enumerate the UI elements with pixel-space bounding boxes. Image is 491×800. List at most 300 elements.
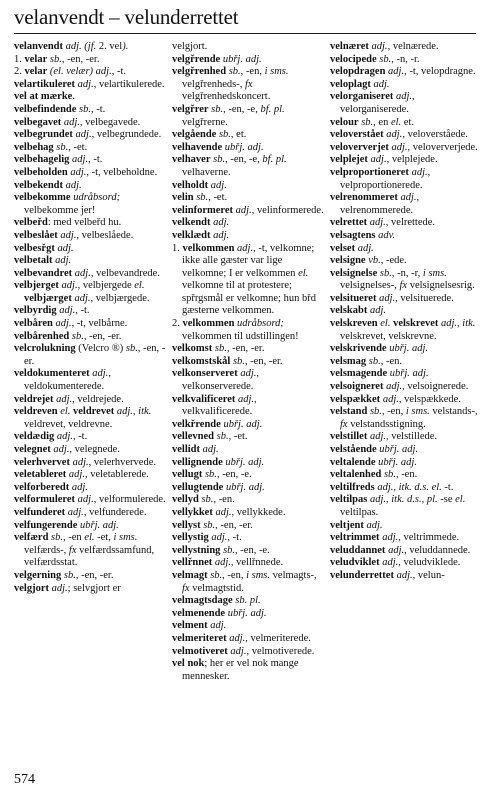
dictionary-entry: [14, 394, 166, 407]
grammar-note: adj.: [393, 569, 413, 581]
definition-text: , en: [373, 116, 391, 128]
grammar-note: adj.: [89, 368, 109, 380]
headword: veldædig: [14, 431, 55, 443]
grammar-note: ubřj. adj.: [222, 141, 264, 153]
headword: velskreven: [330, 318, 378, 330]
headword: velfungerende: [14, 519, 78, 531]
definition-text: , -en,: [222, 569, 247, 581]
dictionary-entry: [330, 520, 482, 533]
dictionary-entry: [330, 444, 482, 457]
grammar-note: sb.: [377, 267, 392, 279]
grammar-note: sb.: [230, 355, 245, 367]
grammar-note: ).: [122, 41, 129, 52]
grammar-note: adj.: [379, 532, 399, 544]
headword: velset: [330, 242, 356, 254]
dictionary-entry: [14, 457, 166, 470]
grammar-note: adj.: [367, 217, 386, 229]
headword: velrettet: [330, 217, 368, 229]
grammar-note: adj.: [212, 506, 232, 518]
grammar-note: ubřj. adj.: [223, 481, 265, 493]
headword: velocipede: [330, 53, 377, 65]
headword: velbekendt: [14, 179, 64, 191]
definition-text: , velstillede.: [386, 431, 438, 443]
grammar-note: fx: [244, 78, 253, 90]
grammar-note: adj.: [48, 582, 68, 594]
headword: velcrolukning: [14, 343, 76, 355]
dictionary-entry: [172, 532, 324, 545]
headword: veltalenhed: [330, 469, 382, 481]
dictionary-entry: [172, 545, 324, 558]
headword: vellystning: [172, 544, 221, 556]
headword: veltrimmet: [330, 532, 380, 544]
headword: velnæret: [330, 41, 369, 52]
dictionary-entry: [330, 117, 482, 130]
dictionary-entry: [14, 129, 166, 142]
grammar-note: bf. pl.: [260, 103, 285, 115]
headword: vellyst: [172, 519, 201, 531]
definition-text: , -en.: [380, 355, 403, 367]
dictionary-entry: [330, 154, 482, 167]
grammar-note: ubřj. adj.: [375, 456, 417, 468]
dictionary-entry: [172, 217, 324, 230]
definition-text: 2.: [14, 66, 25, 78]
grammar-note: adj.: [235, 393, 255, 405]
headword: velgående: [172, 129, 217, 141]
headword: velholdt: [172, 179, 209, 191]
definition-text: velsignelsesrig.: [407, 280, 475, 292]
grammar-note: ubřj. adj.: [225, 607, 267, 619]
definition-text: , -en, -er.: [83, 330, 122, 342]
headword: velinformeret: [172, 204, 234, 216]
dictionary-entry: [330, 469, 482, 482]
dictionary-entry: [330, 557, 482, 570]
definition-text: , velbjergede: [77, 280, 135, 292]
definition-text: , velinformerede.: [251, 204, 324, 216]
dictionary-entry: [330, 54, 482, 67]
definition-text: , -n, -r,: [391, 267, 423, 279]
grammar-note: sb.: [210, 154, 226, 166]
dictionary-entry: [330, 394, 482, 407]
grammar-note: el.: [134, 280, 145, 292]
dictionary-entry: [330, 79, 482, 92]
grammar-note: adj.: [52, 318, 72, 330]
definition-text: , -en.: [213, 494, 235, 506]
definition-text: , veluddannede.: [404, 544, 471, 556]
definition-text: .: [72, 91, 75, 103]
grammar-note: ubřj. adj.: [386, 343, 429, 355]
headword: velfunderet: [14, 506, 66, 518]
headword: velgřrende: [172, 53, 221, 65]
grammar-note: adj.: [57, 229, 77, 241]
grammar-note: el.: [298, 267, 309, 279]
dictionary-entry: [330, 356, 482, 369]
definition-text: , -et.: [208, 192, 228, 204]
grammar-note: adj.: [61, 116, 80, 128]
headword: velbjerget: [14, 280, 59, 292]
header-rule: [14, 33, 476, 34]
definition-text: , et.: [230, 129, 247, 141]
grammar-note: sb.: [198, 494, 214, 506]
grammar-note: sb.: [48, 532, 64, 544]
definition-text: , velfunderede.: [83, 506, 147, 518]
definition-text: 1.: [172, 242, 183, 254]
definition-text: velgřrerne.: [182, 116, 228, 128]
definition-text: , velun-: [412, 569, 445, 581]
definition-text: veldrevet, veldrevne.: [24, 418, 113, 430]
grammar-note: sb.: [76, 103, 92, 115]
headword: velbegrundet: [14, 129, 73, 141]
dictionary-entry: [330, 293, 482, 306]
dictionary-entry: [14, 180, 166, 193]
grammar-note: adj.: [367, 431, 386, 443]
grammar-note: i sms.: [113, 532, 138, 544]
headword: velskrevet: [393, 318, 439, 330]
headword: velrenommeret: [330, 192, 398, 204]
dictionary-entry: [330, 217, 482, 230]
definition-text: , veletablerede.: [84, 469, 149, 481]
dictionary-entry: [330, 570, 482, 583]
grammar-note: adj.: [67, 166, 87, 178]
definition-text: , -et.: [68, 141, 88, 153]
grammar-note: adj., itk.: [438, 318, 476, 330]
grammar-note: ubřj. adj.: [77, 519, 119, 531]
dictionary-entry: [14, 507, 166, 520]
grammar-note: i sms.: [246, 569, 271, 581]
grammar-note: adj.: [65, 506, 84, 518]
definition-text: 2.: [172, 318, 183, 330]
definition-text: , velformulerede.: [93, 494, 166, 506]
definition-text: velgjort.: [172, 41, 208, 52]
dictionary-entry: [172, 419, 324, 432]
grammar-note: adj., itk. d.s. el.: [374, 481, 442, 493]
grammar-note: adj.: [63, 179, 82, 191]
headword: velment: [172, 620, 208, 632]
grammar-note: ubřj. adj.: [220, 418, 263, 430]
dictionary-entry: [14, 192, 166, 217]
headword: velbjærget: [24, 292, 72, 304]
headword: velmeriteret: [172, 632, 227, 644]
dictionary-entry: [172, 494, 324, 507]
headword: velartikuleret: [14, 78, 76, 90]
definition-text: , -en, -er.: [75, 569, 114, 581]
headword: velanvendt: [14, 41, 64, 52]
headword: veltjent: [330, 519, 364, 531]
grammar-note: adj., itk.: [114, 406, 152, 418]
definition-text: , velartikulerede.: [93, 78, 165, 90]
grammar-note: fx: [399, 280, 408, 292]
headword: veldrejet: [14, 393, 54, 405]
headword: veltilfreds: [330, 481, 375, 493]
dictionary-entry: [14, 79, 166, 92]
dictionary-entry: [14, 167, 166, 180]
grammar-note: ubřj. adj.: [387, 368, 429, 380]
dictionary-entry: [172, 142, 324, 155]
headword: vellykket: [172, 506, 213, 518]
grammar-note: adj.: [385, 544, 405, 556]
grammar-note: adj.: [54, 242, 74, 254]
grammar-note: bf. pl.: [262, 154, 287, 166]
headword: vellřnnet: [172, 557, 213, 569]
definition-text: , velmotiverede.: [246, 645, 315, 657]
grammar-note: adj.: [226, 632, 246, 644]
definition-text: , -t.: [91, 103, 106, 115]
headword: velskabt: [330, 305, 368, 317]
dictionary-entry: [172, 444, 324, 457]
dictionary-entry: [14, 583, 166, 596]
definition-text: , -en, -er.: [215, 519, 253, 531]
definition-text: , veldokumenterede.: [24, 368, 111, 393]
grammar-note: adj.: [383, 129, 403, 141]
grammar-note: adj.: [408, 166, 428, 178]
headword: velmotiveret: [172, 645, 228, 657]
dictionary-entry: [172, 620, 324, 633]
dictionary-entry: [14, 318, 166, 331]
grammar-note: sb.: [376, 53, 392, 65]
grammar-note: adj.: [376, 292, 396, 304]
definition-text: , -en, -er.: [226, 343, 265, 355]
grammar-note: sb.: [61, 569, 76, 581]
grammar-note: adj.: [52, 255, 72, 267]
dictionary-entry: [172, 658, 324, 683]
dictionary-entry: [330, 343, 482, 356]
headword: vellevned: [172, 431, 214, 443]
definition-text: , veldrejede.: [72, 393, 124, 405]
headword: velmagt: [172, 569, 208, 581]
dictionary-entry: [330, 381, 482, 394]
grammar-note: adj.: [66, 469, 85, 481]
grammar-note: sb.: [212, 343, 227, 355]
dictionary-entry: [172, 192, 324, 205]
grammar-note: adj.: [207, 620, 227, 632]
dictionary-entry: [330, 494, 482, 519]
definition-text: , velnærede.: [387, 41, 439, 52]
dictionary-entry: [172, 368, 324, 393]
dictionary-entry: [330, 482, 482, 495]
headword: veloplagt: [330, 78, 371, 90]
definition-text: , -t.: [111, 66, 126, 78]
dictionary-entry: [14, 91, 166, 104]
dictionary-entry: [172, 129, 324, 142]
grammar-note: fx: [182, 582, 190, 594]
definition-text: , velspækkede.: [398, 393, 461, 405]
definition-text: -se: [437, 494, 456, 506]
definition-text: , velbeslåede.: [76, 229, 134, 241]
dictionary-entry: [172, 431, 324, 444]
grammar-note: adj.: [200, 444, 219, 455]
definition-text: veltilpas.: [340, 506, 379, 518]
dictionary-entry: [14, 520, 166, 533]
definition-text: 1.: [14, 53, 25, 65]
definition-text: velsignelses-,: [340, 280, 400, 292]
grammar-note: adj.: [227, 645, 247, 657]
grammar-note: adj.: [50, 444, 70, 455]
dictionary-entry: [14, 217, 166, 230]
grammar-note: el.: [390, 116, 402, 128]
headword: velsitueret: [330, 292, 377, 304]
headword: veltilpas: [330, 494, 368, 506]
dictionary-entry: [14, 406, 166, 431]
dictionary-entry: [330, 243, 482, 256]
headword: velhavende: [172, 141, 223, 153]
grammar-note: adj.: [385, 66, 405, 78]
definition-text: , velkvalificerede.: [182, 393, 257, 418]
dictionary-entry: [172, 356, 324, 369]
grammar-note: adj.: [208, 532, 228, 544]
dictionary-entry: [14, 305, 166, 318]
dictionary-entry: [172, 482, 324, 495]
dictionary-entry: [172, 633, 324, 646]
dictionary-entry: [330, 532, 482, 545]
dictionary-entry: [172, 557, 324, 570]
definition-text: ; selvgjort er: [67, 582, 121, 594]
headword: veluddannet: [330, 544, 386, 556]
dictionary-entry: [14, 255, 166, 268]
grammar-note: sb. pl.: [232, 595, 261, 607]
dictionary-entry: [14, 280, 166, 305]
definition-text: , veltrimmede.: [398, 532, 460, 544]
grammar-note: adj.: [388, 141, 408, 153]
dictionary-entry: [14, 154, 166, 167]
headword: vellyd: [172, 494, 199, 506]
dictionary-entry: [172, 570, 324, 595]
headword: velour: [330, 116, 359, 128]
definition-text: velkomne til at protestere; spřrgsmål er velkomne; hun břd gæsterne velkommen.: [182, 280, 316, 317]
dictionary-entry: [172, 646, 324, 659]
column-middle: [172, 41, 324, 683]
headword: velkommen: [182, 318, 235, 330]
dictionary-entry: [330, 368, 482, 381]
headword: velkvalificeret: [172, 393, 236, 405]
grammar-note: sb.: [53, 141, 69, 153]
grammar-note: adj.: [363, 519, 383, 531]
definition-text: velfærdssamfund, velfærdsstat.: [24, 544, 155, 569]
definition-text: , -t, velkomne; ikke alle gæster var lige velkomne; I er velkommen: [182, 242, 315, 279]
grammar-note: sb.: [220, 544, 236, 556]
headword: velkomstskål: [172, 355, 231, 367]
definition-text: , velbegavede.: [79, 116, 141, 128]
definition-text: -et,: [94, 532, 114, 544]
headword: velbetalt: [14, 255, 53, 267]
dictionary-entry: [14, 570, 166, 583]
grammar-note: adj.: [75, 78, 94, 90]
dictionary-entry: [172, 457, 324, 470]
definition-text: , -t, velbårne.: [71, 318, 128, 330]
headword: velhaver: [172, 154, 211, 166]
headword: velmenende: [172, 607, 226, 619]
grammar-note: sb.: [226, 66, 241, 78]
column-right: [330, 41, 482, 683]
dictionary-entry: [14, 243, 166, 256]
grammar-note: i sms.: [405, 406, 430, 418]
page-title: velanvendt – velunderrettet: [14, 5, 239, 29]
headword: velin: [172, 192, 194, 204]
dictionary-entry: [172, 520, 324, 533]
headword: velforberedt: [14, 481, 70, 493]
headword: velspækket: [330, 393, 381, 405]
definition-text: , -en, -er.: [244, 355, 283, 367]
headword: velsigne: [330, 255, 366, 267]
grammar-note: adj.: [367, 154, 387, 166]
dictionary-entry: [14, 268, 166, 281]
definition-text: , velsituerede.: [395, 292, 454, 304]
grammar-note: fx: [68, 544, 77, 556]
headword: velerhvervet: [14, 456, 70, 468]
dictionary-entry: [330, 41, 482, 54]
definition-text: , velsoignerede.: [402, 381, 469, 393]
dictionary-entry: [172, 41, 324, 54]
grammar-note: adj.: [367, 305, 387, 317]
headword: velkendt: [172, 217, 211, 229]
headword: vellignende: [172, 456, 223, 468]
dictionary-entry: [330, 230, 482, 243]
dictionary-entry: [14, 66, 166, 79]
headword: velsoigneret: [330, 381, 384, 393]
headword: velsmagende: [330, 368, 388, 380]
dictionary-entry: [14, 117, 166, 130]
dictionary-entry: [172, 343, 324, 356]
definition-text: (Velcro ®): [75, 343, 126, 355]
dictionary-entry: [14, 142, 166, 155]
grammar-note: adj.: [208, 179, 227, 191]
grammar-note: sb.: [125, 343, 138, 355]
definition-text: , velkonserverede.: [182, 368, 259, 393]
headword: velgjort: [14, 582, 49, 594]
dictionary-entry: [330, 192, 482, 217]
headword: vellystig: [172, 532, 209, 544]
definition-text: velstands-,: [429, 406, 478, 418]
definition-text: velgřrenhedskoncert.: [182, 91, 271, 103]
headword: velbåren: [14, 318, 53, 330]
dictionary-entry: [14, 104, 166, 117]
headword: velkommen: [182, 242, 235, 254]
headword: velstående: [330, 444, 377, 455]
dictionary-entry: [330, 91, 482, 116]
definition-text: -t.: [441, 481, 454, 493]
definition-text: , -ede.: [380, 255, 407, 267]
headword: veletableret: [14, 469, 67, 481]
definition-text: , -en: [63, 532, 85, 544]
headword: velunderrettet: [330, 569, 394, 581]
definition-text: : med velbeřd hu.: [47, 217, 122, 229]
headword: velar: [24, 53, 48, 65]
headword: velbesřgt: [14, 242, 55, 254]
dictionary-entry: [172, 205, 324, 218]
grammar-note: sb.: [208, 103, 224, 115]
headword: velfærd: [14, 532, 49, 544]
headword: velbeřd: [14, 217, 48, 229]
dictionary-entry: [330, 318, 482, 343]
grammar-note: adj.: [379, 557, 399, 569]
definition-text: , velerhvervede.: [88, 456, 156, 468]
headword: velbegavet: [14, 116, 62, 128]
headword: velkonserveret: [172, 368, 238, 380]
definition-text: , vellřnnede.: [230, 557, 284, 569]
dictionary-entry: [172, 507, 324, 520]
grammar-note: adj. (jf.: [63, 41, 99, 52]
page-number: 574: [14, 772, 35, 787]
grammar-note: sb.: [207, 569, 223, 581]
dictionary-entry: [172, 608, 324, 621]
grammar-note: sb.: [200, 519, 216, 531]
grammar-note: adj.: [75, 494, 94, 506]
grammar-note: adj.: [69, 481, 88, 493]
grammar-note: sb.: [214, 431, 229, 443]
dictionary-entry: [14, 532, 166, 570]
headword: velegnet: [14, 444, 51, 455]
headword: velkřrende: [172, 418, 221, 430]
grammar-note: adj.: [69, 456, 89, 468]
definition-text: velstandsstigning.: [347, 418, 426, 430]
